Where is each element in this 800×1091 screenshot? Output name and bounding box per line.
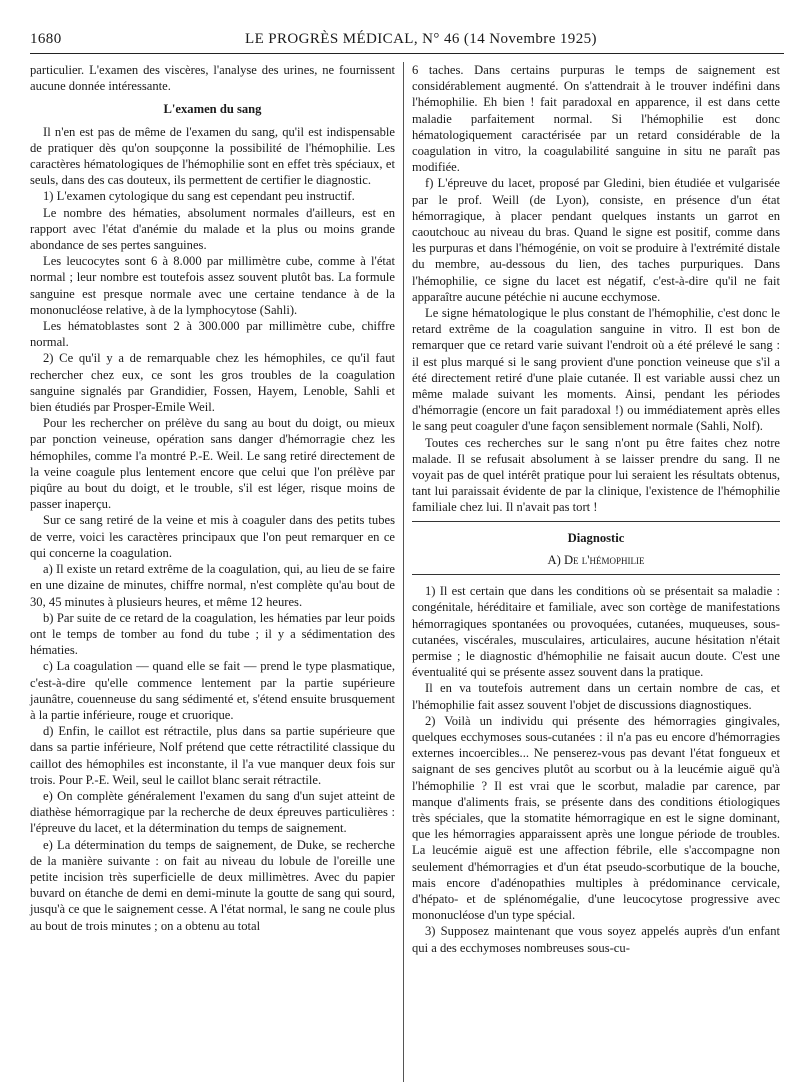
section-rule — [412, 574, 780, 575]
section-heading: Diagnostic — [567, 530, 625, 545]
section-rule — [412, 521, 780, 522]
column-divider — [403, 62, 404, 1082]
paragraph: 1) Il est certain que dans les conditions où se présentait sa maladie : congénitale, héréditaire et familiale, avec son cortège de manifestations hémorragiques spontanées ou provoquées, cutanées, muqueuses, sous-cutanées, viscérales, musculaires, articulaires, aucune hésitation n'était permise ; le diagnostic d'hémophilie ne faisait aucun doute. C'est une éventualité qui se présente assez souvent dans la pratique. — [412, 584, 780, 680]
paragraph: Les hématoblastes sont 2 à 300.000 par millimètre cube, chiffre normal. — [30, 319, 395, 350]
paragraph: Le nombre des hématies, absolument normales d'ailleurs, est en rapport avec l'état d'anémie du malade et la plus ou moins grande abondance de ses pertes sanguines. — [30, 205, 395, 253]
paragraph: f) L'épreuve du lacet, proposé par Gledini, bien étudiée et vulgarisée par le prof. Weill (de Lyon), consiste, en présence d'un état hémorragique, à placer pendant quelques instants un garrot en caoutchouc au niveau du bras. Quand le signe est positif, comme dans les purpuras et dans l'hémogénie, on voit se produire à l'extrémité distale du membre, au-dessous du lien, des taches purpuriques. Dans l'hémophilie, ce signe du lacet est négatif, c'est-à-dire qu'il ne fait apparaître aucune pétéchie ni aucune ecchymose. — [412, 176, 780, 304]
paragraph: Toutes ces recherches sur le sang n'ont pu être faites chez notre malade. Il se refusait absolument à se laisser prendre du sang. Il ne voyait pas de quel intérêt pratique pour lui seraient les résultats obtenus, tant lui paraissait évidente de par la clinique, l'existence de l'hémophilie familiale chez lui. Il n'avait pas tort ! — [412, 435, 780, 515]
paragraph: a) Il existe un retard extrême de la coagulation, qui, au lieu de se faire en une dizaine de minutes, chiffre normal, n'est complète qu'au bout de 30, 45 minutes à plusieurs heures, et même 12 heures. — [30, 562, 395, 609]
paragraph: Le signe hématologique le plus constant de l'hémophilie, c'est donc le retard extrême de la coagulation sanguine in vitro. Il est bon de remarquer que ce retard varie suivant l'endroit où a été prélevé le sang : il est plus marqué si le sang provient d'une ponction veineuse que s'il a été directement retiré d'une plaie cutanée. Il est variable aussi chez un même malade suivant les moments. Ainsi, pendant les périodes d'hémorragie (encore un fait paradoxal !) ou immédiatement après elles le sang peut coaguler d'une façon sensiblement normale (Sahli, Nolf). — [412, 306, 780, 434]
paragraph: c) La coagulation — quand elle se fait — prend le type plasmatique, c'est-à-dire qu'elle commence lentement par la partie supérieure jaunâtre, couenneuse du sang sédimenté et, s'étend ensuite brusquement à la partie inférieure, rouge et cruorique. — [30, 659, 395, 722]
left-column — [30, 62, 395, 934]
paragraph: Il n'en est pas de même de l'examen du sang, qu'il est indispensable de pratiquer dès qu'on soupçonne la possibilité de l'hémophilie. Les caractères hématologiques de l'hémophilie sont en effet très spéciaux, et seuls, dans des cas douteux, ils permettent de certifier le diagnostic. — [30, 124, 395, 188]
paragraph: 3) Supposez maintenant que vous soyez appelés auprès d'un enfant qui a des ecchymoses nombreuses sous-cu- — [412, 924, 780, 955]
right-column — [412, 62, 780, 956]
subsection-heading: A) De l'hémophilie — [547, 552, 645, 567]
paragraph: 2) Ce qu'il y a de remarquable chez les hémophiles, ce qu'il faut rechercher chez eux, ce sont les gros troubles de la coagulation sanguine signalés par Grandidier, Fossen, Hayem, Lenoble, Sahli et bien étudiés par Prosper-Emile Weil. — [30, 351, 395, 415]
running-header — [30, 31, 784, 54]
paragraph: e) On complète généralement l'examen du sang d'un sujet atteint de diathèse hémorragique par la recherche de deux épreuves particulières : l'épreuve du lacet, et la détermination du temps de saignement. — [30, 788, 395, 836]
paragraph: Pour les rechercher on prélève du sang au bout du doigt, ou mieux par ponction veineuse, opération sans danger d'hémorragie chez les hémophiles, comme l'a montré P.-E. Weil. Le sang retiré directement de la veine coagule plus lentement encore que celui que l'on prélève par piqûre au bout du doigt, et le trouble, s'il est léger, risque moins de passer inaperçu. — [30, 416, 395, 512]
paragraph: Il en va toutefois autrement dans un certain nombre de cas, et l'hémophilie fait assez souvent l'objet de discussions diagnostiques. — [412, 681, 780, 712]
paragraph: d) Enfin, le caillot est rétractile, plus dans sa partie supérieure que dans sa partie inférieure, Nolf prétend que cette rétractilité classique du caillot des hémophiles est inconstante, il l'a vue manquer deux fois sur trois. Pour P.-E. Weil, seul le caillot blanc serait rétractile. — [30, 724, 395, 787]
journal-title: LE PROGRÈS MÉDICAL, N° 46 (14 Novembre 1925) — [245, 31, 597, 47]
paragraph: 2) Voilà un individu qui présente des hémorragies gingivales, quelques ecchymoses sous-cutanées : il n'a pas eu encore d'hémorragies externes incoercibles... Ne penserez-vous pas devant l'état fongueux et saignant de ses gencives plutôt au scorbut ou à la leucémie aiguë qu'à l'hémophilie ? Il est vrai que le scorbut, maladie par carence, par manque d'aliments frais, se présente dans des conditions étiologiques très spéciales, que la stomatite hémorragique en est le signe dominant, que les hémorragies apparaissent après une longue période de troubles. La leucémie aiguë est une affection fébrile, elle s'accompagne non seulement d'hémorragies et d'un état pseudo-scorbutique de la bouche, mais encore d'adénopathies multiples à prédominance cervicale, d'hépato- et de splénomégalie, d'une leucocytose progressive avec mononucléose d'un type spécial. — [412, 713, 780, 923]
paragraph: b) Par suite de ce retard de la coagulation, les hématies par leur poids ont le temps de tomber au fond du tube ; il y a sédimentation des hématies. — [30, 610, 395, 658]
paragraph: e) La détermination du temps de saignement, de Duke, se recherche de la manière suivante : on fait au niveau du lobule de l'oreille une petite incision très superficielle de deux millimètres. Avec du papier buvard on étanche de demi en demi-minute la goutte de sang qui sourd, jusqu'à ce que le saignement cesse. A l'état normal, le sang ne coule plus au bout de trois minutes ; on a obtenu au total — [30, 837, 395, 933]
paragraph: 1) L'examen cytologique du sang est cependant peu instructif. — [43, 189, 355, 204]
paragraph: particulier. L'examen des viscères, l'analyse des urines, ne fournissent aucune donnée intéressante. — [30, 63, 395, 94]
paragraph: 6 taches. Dans certains purpuras le temps de saignement est considérablement augmenté. On s'attendrait à le trouver indéfini dans l'hémophilie. Eh bien ! fait paradoxal en apparence, il est dans cette maladie parfaitement normal. Si l'hémophilie est donc hématologiquement caractérisée par un retard considérable de la coagulation in vitro, la coagulabilité sanguine in situ ne paraît pas modifiée. — [412, 63, 780, 175]
paragraph: Les leucocytes sont 6 à 8.000 par millimètre cube, comme à l'état normal ; leur nombre est toutefois assez souvent plutôt bas. La formule sanguine est presque normale avec une certaine tendance à de la mononucléose relative, à de la lymphocytose (Sahli). — [30, 254, 395, 317]
section-heading: L'examen du sang — [163, 102, 262, 117]
page-number: 1680 — [30, 31, 62, 47]
paragraph: Sur ce sang retiré de la veine et mis à coaguler dans des petits tubes de verre, voici les caractères principaux que l'on peut remarquer en ce qui concerne la coagulation. — [30, 513, 395, 560]
